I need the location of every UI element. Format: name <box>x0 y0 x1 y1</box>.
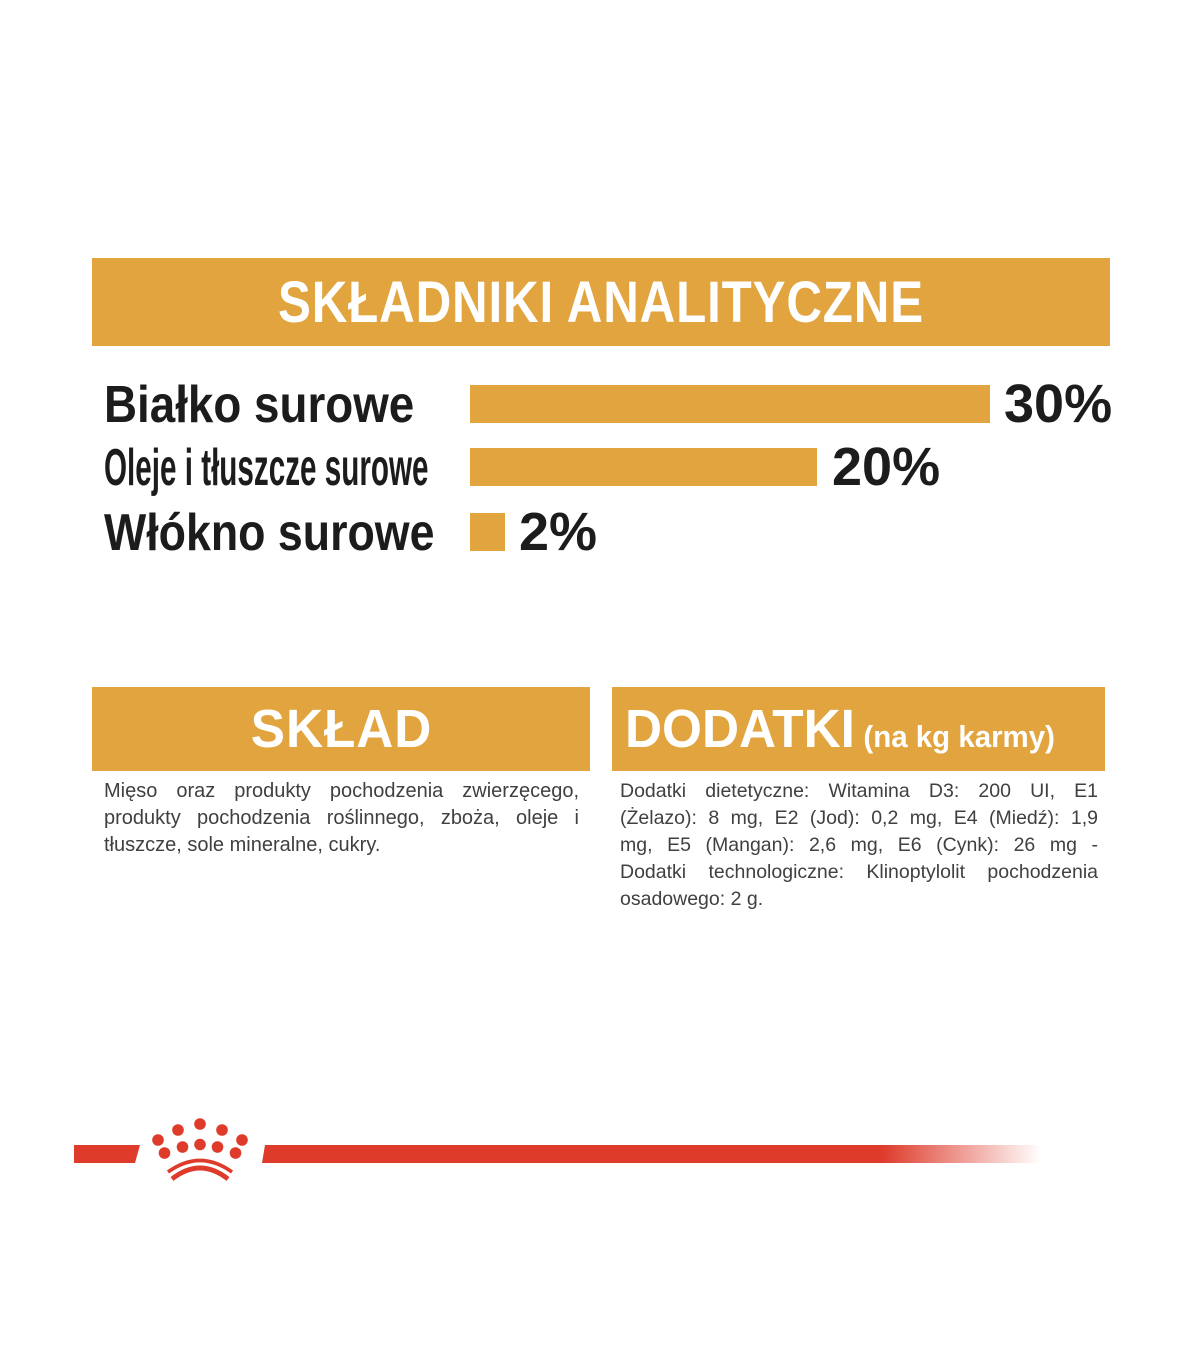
sklad-header-banner <box>92 687 590 771</box>
dodatki-text-line: Dodatki technologiczne: Klinoptylolit pochodzenia <box>620 861 1098 883</box>
footer-rule-left-segment <box>74 1145 140 1163</box>
chart-value-wlokno: 2% <box>519 502 598 562</box>
sklad-text-line: Mięso oraz produkty pochodzenia zwierzęcego, <box>104 780 579 802</box>
chart-category-label-bialko: Białko surowe <box>104 376 415 434</box>
sklad-title: SKŁAD <box>250 699 432 759</box>
royal-canin-crown-icon <box>148 1112 252 1190</box>
chart-bar-wlokno <box>470 513 505 551</box>
chart-value-oleje: 20% <box>832 437 941 497</box>
dodatki-header-banner <box>612 687 1105 771</box>
chart-category-label-oleje: Oleje i tłuszcze surowe <box>104 439 429 497</box>
chart-value-bialko: 30% <box>1004 374 1113 434</box>
analytical-constituents-banner <box>92 258 1110 346</box>
dodatki-title: DODATKI <box>625 699 855 759</box>
dodatki-title-row <box>625 698 1055 760</box>
sklad-text-line: produkty pochodzenia roślinnego, zboża, oleje i <box>104 807 579 829</box>
dodatki-text-line: (Żelazo): 8 mg, E2 (Jod): 0,2 mg, E4 (Miedź): 1,9 <box>620 807 1098 829</box>
dodatki-text-line: osadowego: 2 g. <box>620 888 764 910</box>
dodatki-paragraph <box>620 778 1098 913</box>
chart-bar-bialko <box>470 385 990 423</box>
chart-category-label-wlokno: Włókno surowe <box>104 504 435 562</box>
dodatki-text-line: mg, E5 (Mangan): 2,6 mg, E6 (Cynk): 26 mg - <box>620 834 1098 856</box>
dodatki-subtitle: (na kg karmy) <box>863 719 1055 754</box>
dodatki-text-line: Dodatki dietetyczne: Witamina D3: 200 UI, E1 <box>620 780 1098 802</box>
sklad-paragraph <box>104 778 579 859</box>
chart-bar-oleje <box>470 448 817 486</box>
footer-rule-right-segment <box>262 1145 1057 1163</box>
analytical-constituents-title: SKŁADNIKI ANALITYCZNE <box>278 269 924 335</box>
sklad-text-line: tłuszcze, sole mineralne, cukry. <box>104 834 381 856</box>
